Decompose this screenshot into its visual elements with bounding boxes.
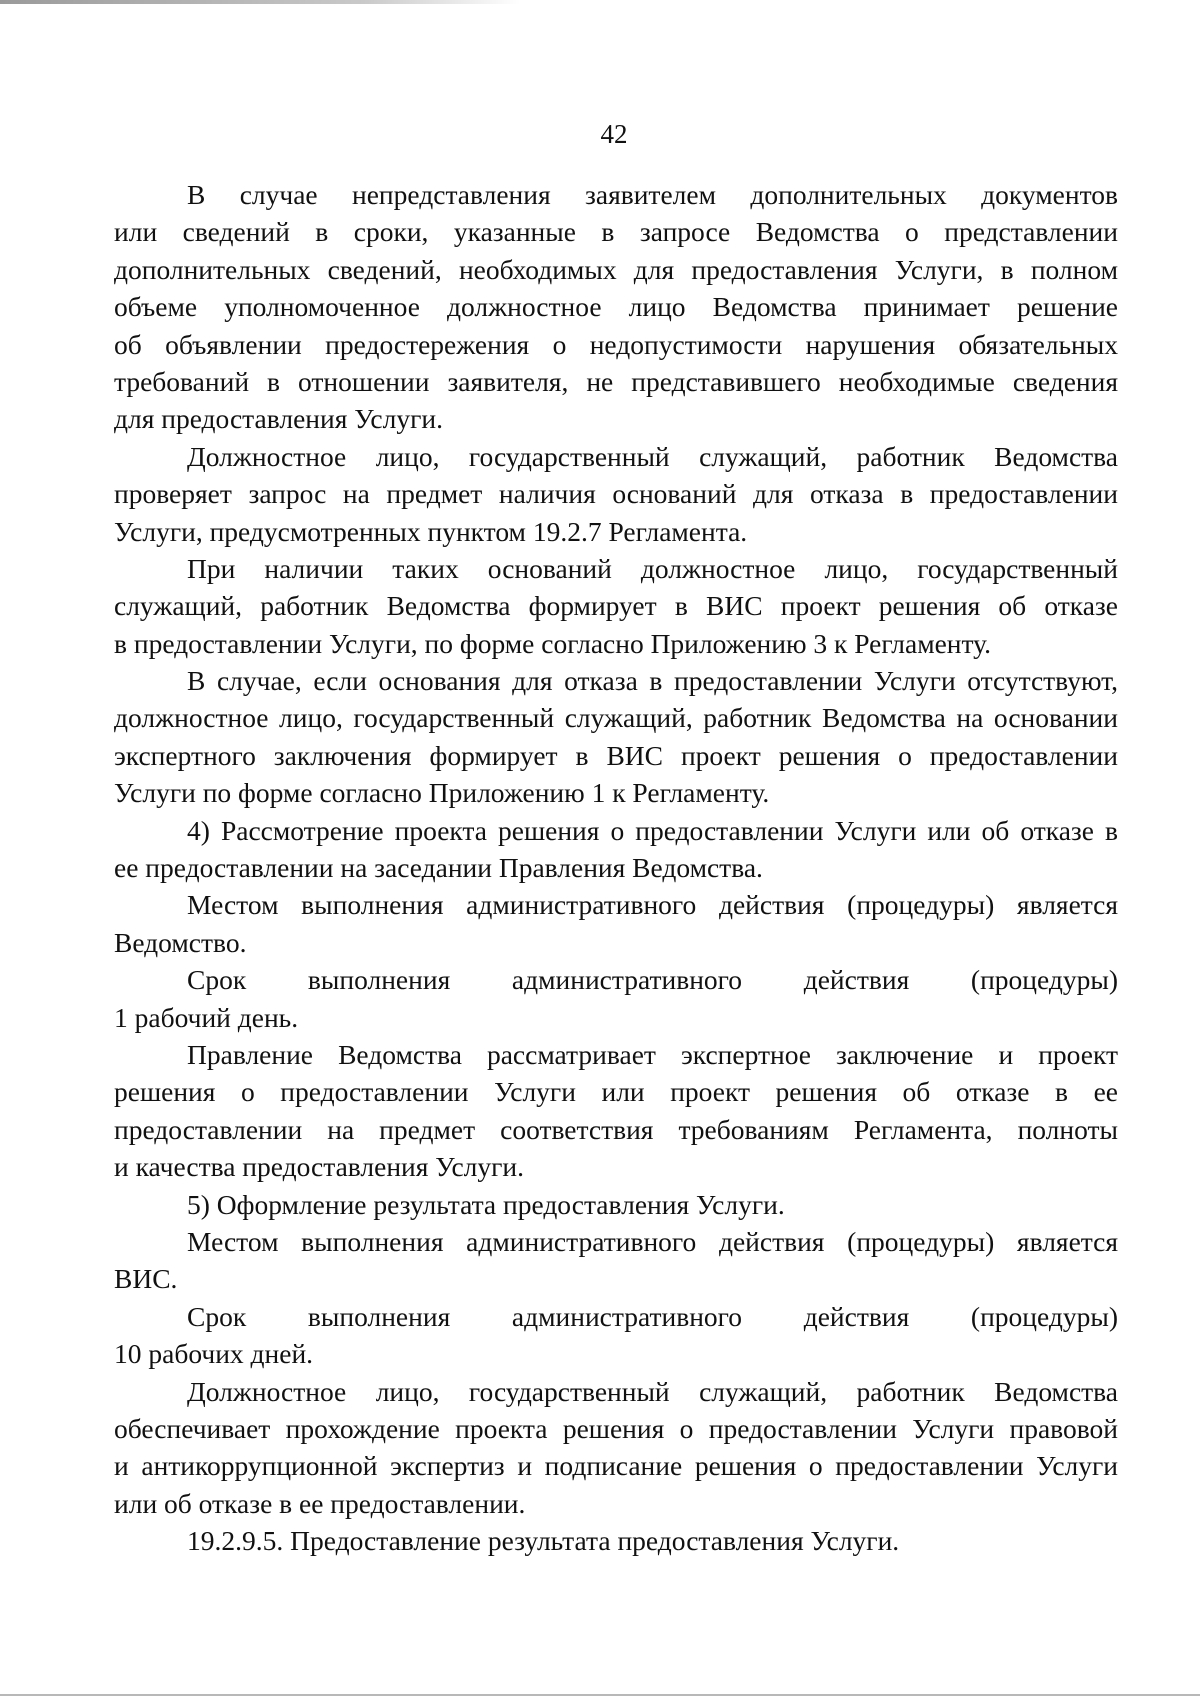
text-line: Местом выполнения административного действия (процедуры) является [187, 1225, 1118, 1257]
text-line: Услуги по форме согласно Приложению 1 к Регламенту. [114, 777, 770, 809]
paragraph [114, 438, 1118, 550]
paragraph [114, 176, 1118, 438]
text-line: Должностное лицо, государственный служащий, работник Ведомства [187, 440, 1118, 472]
text-line: служащий, работник Ведомства формирует в ВИС проект решения об отказе [114, 590, 1118, 622]
text-line: ВИС. [114, 1263, 178, 1295]
text-line: дополнительных сведений, необходимых для предоставления Услуги, в полном [114, 253, 1118, 285]
paragraph [114, 1223, 1118, 1298]
text-line: или об отказе в ее предоставлении. [114, 1487, 526, 1519]
paragraph [114, 961, 1118, 1036]
paragraph [114, 1186, 1118, 1223]
page-number: 42 [600, 119, 628, 149]
text-line: и антикоррупционной экспертиз и подписание решения о предоставлении Услуги [114, 1450, 1118, 1482]
paragraph [114, 1036, 1118, 1186]
text-line: Срок выполнения административного действия (процедуры) [187, 1300, 1118, 1332]
text-line: В случае, если основания для отказа в предоставлении Услуги отсутствуют, [187, 665, 1118, 697]
paragraph [114, 886, 1118, 961]
text-line: в предоставлении Услуги, по форме согласно Приложению 3 к Регламенту. [114, 627, 992, 659]
text-line: должностное лицо, государственный служащий, работник Ведомства на основании [114, 702, 1118, 734]
text-line: Местом выполнения административного действия (процедуры) является [187, 889, 1118, 921]
text-line: Правление Ведомства рассматривает экспертное заключение и проект [187, 1038, 1118, 1070]
paragraph [114, 550, 1118, 662]
text-line: обеспечивает прохождение проекта решения о предоставлении Услуги правовой [114, 1412, 1118, 1444]
paragraph [114, 812, 1118, 887]
text-line: Ведомство. [114, 926, 247, 958]
text-line: 19.2.9.5. Предоставление результата предоставления Услуги. [187, 1525, 900, 1557]
text-line: проверяет запрос на предмет наличия оснований для отказа в предоставлении [114, 478, 1118, 510]
paragraph [114, 662, 1118, 812]
text-line: 4) Рассмотрение проекта решения о предоставлении Услуги или об отказе в [187, 814, 1118, 846]
text-line: ее предоставлении на заседании Правления Ведомства. [114, 852, 763, 884]
paragraph [114, 1298, 1118, 1373]
document-body [114, 176, 1118, 1559]
text-line: 1 рабочий день. [114, 1001, 299, 1033]
text-line: Срок выполнения административного действия (процедуры) [187, 964, 1118, 996]
text-line: требований в отношении заявителя, не представившего необходимые сведения [114, 365, 1118, 397]
text-line: решения о предоставлении Услуги или проект решения об отказе в ее [114, 1076, 1118, 1108]
scan-edge-top [0, 0, 520, 4]
text-line: экспертного заключения формирует в ВИС проект решения о предоставлении [114, 739, 1118, 771]
text-line: или сведений в сроки, указанные в запросе Ведомства о представлении [114, 216, 1118, 248]
paragraph [114, 1522, 1118, 1559]
text-line: об объявлении предостережения о недопустимости нарушения обязательных [114, 328, 1118, 360]
text-line: предоставлении на предмет соответствия требованиям Регламента, полноты [114, 1113, 1118, 1145]
text-line: Должностное лицо, государственный служащий, работник Ведомства [187, 1375, 1118, 1407]
text-line: Услуги, предусмотренных пунктом 19.2.7 Регламента. [114, 515, 748, 547]
text-line: 10 рабочих дней. [114, 1338, 314, 1370]
text-line: для предоставления Услуги. [114, 403, 443, 435]
text-line: В случае непредставления заявителем дополнительных документов [187, 179, 1118, 210]
text-line: При наличии таких оснований должностное лицо, государственный [187, 552, 1118, 584]
text-line: 5) Оформление результата предоставления Услуги. [187, 1188, 785, 1220]
text-line: объеме уполномоченное должностное лицо Ведомства принимает решение [114, 291, 1118, 323]
text-line: и качества предоставления Услуги. [114, 1151, 525, 1183]
paragraph [114, 1373, 1118, 1523]
